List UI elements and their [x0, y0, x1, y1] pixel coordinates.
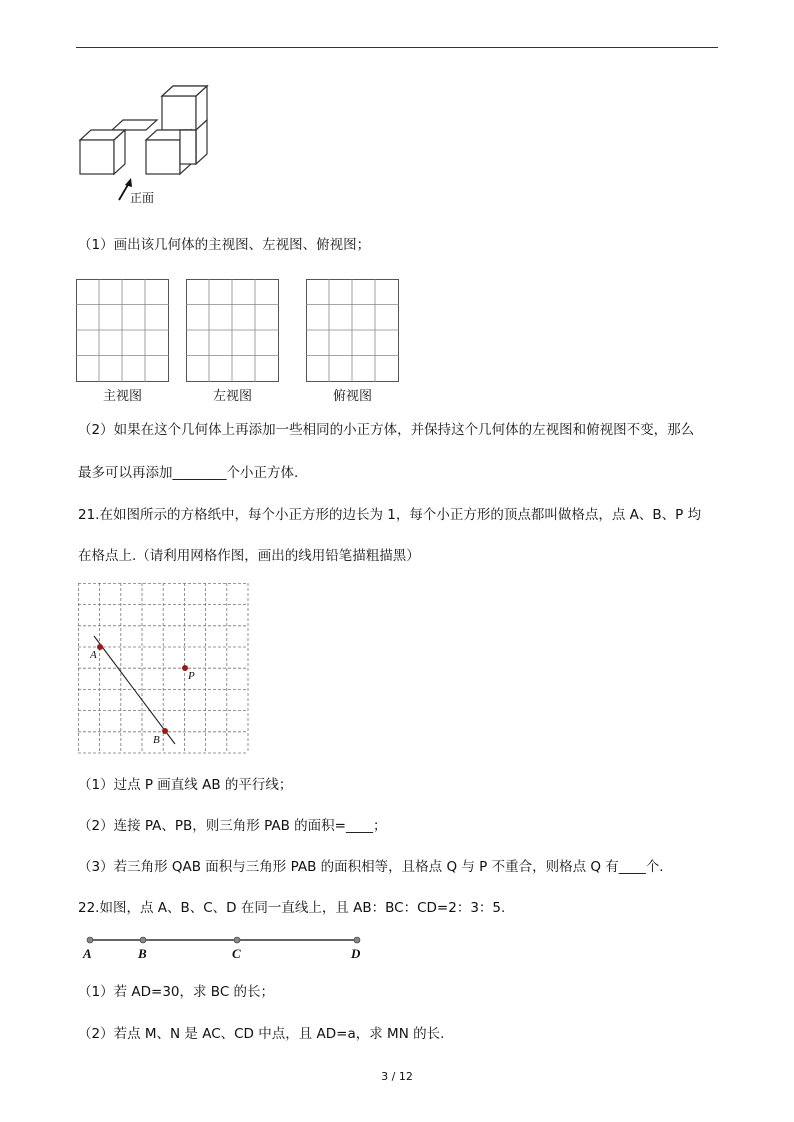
point-c-label-q22: C: [232, 946, 241, 961]
q21-stem-line1: 21.在如图所示的方格纸中，每个小正方形的边长为 1，每个小正方形的顶点都叫做格点，点 A、B、P 均: [78, 507, 702, 523]
point-a-label-q22: A: [83, 946, 92, 961]
q20-part1: （1）画出该几何体的主视图、左视图、俯视图；: [78, 237, 371, 253]
point-d-label-q22: D: [351, 946, 361, 961]
q22-line-figure: [80, 932, 380, 964]
q21-grid-figure: [78, 583, 252, 754]
point-a-label: A: [90, 649, 97, 661]
q21-part1: （1）过点 P 画直线 AB 的平行线；: [78, 777, 293, 793]
point-b-label: B: [153, 734, 160, 746]
grid-label-top: 俯视图: [332, 389, 372, 404]
q22-part2: （2）若点 M、N 是 AC、CD 中点，且 AD=a，求 MN 的长.: [78, 1026, 445, 1042]
grid-left-view: [186, 279, 279, 382]
grid-top-view: [306, 279, 399, 382]
point-b-dot: [162, 728, 168, 734]
front-label: 正面: [130, 191, 155, 205]
grid-main-view: [76, 279, 169, 382]
point-p-label: P: [188, 670, 195, 682]
page-number: 3 / 12: [381, 1070, 413, 1083]
q21-part3: （3）若三角形 QAB 面积与三角形 PAB 的面积相等，且格点 Q 与 P 不重合，则格点 Q 有____个.: [78, 859, 664, 875]
q21-part2: （2）连接 PA、PB，则三角形 PAB 的面积=____；: [78, 818, 387, 834]
q22-stem: 22.如图，点 A、B、C、D 在同一直线上，且 AB：BC：CD=2：3：5.: [78, 900, 506, 916]
grid-label-main: 主视图: [102, 389, 142, 404]
point-a-dot: [97, 644, 103, 650]
q20-part2-line2: 最多可以再添加________个小正方体.: [78, 465, 299, 481]
q21-stem-line2: 在格点上.（请利用网格作图，画出的线用铅笔描粗描黑）: [78, 548, 420, 564]
grid-label-left: 左视图: [212, 389, 252, 404]
point-b-label-q22: B: [138, 946, 147, 961]
q20-part2-line1: （2）如果在这个几何体上再添加一些相同的小正方体，并保持这个几何体的左视图和俯视图不变，那么: [78, 422, 695, 438]
q22-part1: （1）若 AD=30，求 BC 的长；: [78, 984, 275, 1000]
header-rule: [76, 47, 718, 48]
